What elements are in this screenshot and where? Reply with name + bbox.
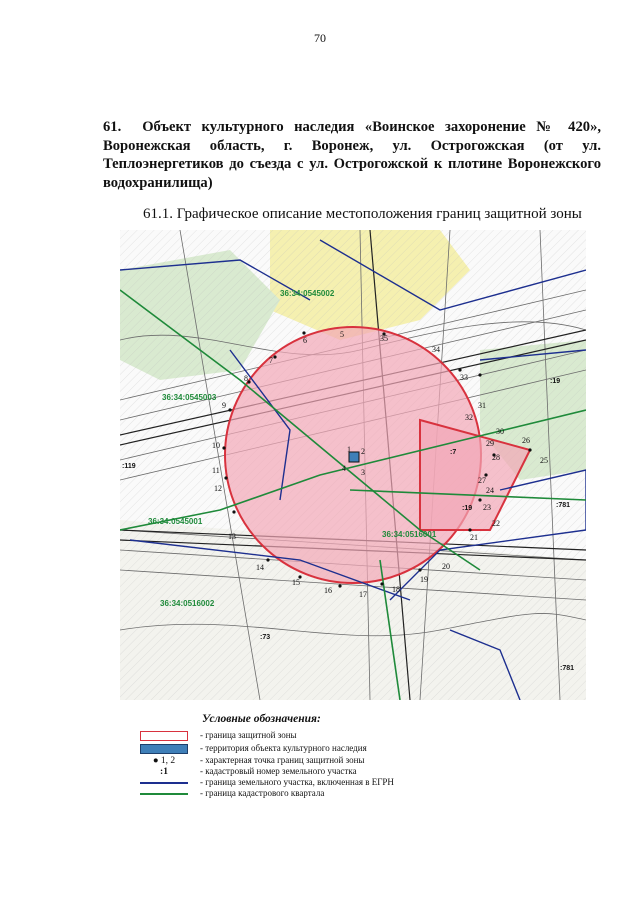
map-point-label: 7 xyxy=(269,356,273,365)
object-territory-swatch xyxy=(140,744,188,754)
parcel-label: :19 xyxy=(462,505,473,512)
parcel-label: :119 xyxy=(122,463,136,470)
map-point-label: 30 xyxy=(496,427,504,436)
map-point-label: 3 xyxy=(361,468,365,477)
section-title: 61.1. Графическое описание местоположения границ защитной зоны xyxy=(143,206,582,222)
map-point-label: 4 xyxy=(342,464,346,473)
quarter-boundary-line xyxy=(140,793,188,795)
cadastral-label: 36:34:0516001 xyxy=(382,530,437,539)
legend-item-object-territory xyxy=(140,744,480,754)
map-point-label: 29 xyxy=(486,439,494,448)
legend-title: Условные обозначения: xyxy=(202,713,321,725)
legend-item-point xyxy=(140,756,480,766)
map-point-label: 27 xyxy=(478,476,486,485)
heading-title: Объект культурного наследия «Воинское захоронение № 420», Воронежская область, г. Воронеж, ул. Острогожская (от ул. Теплоэнергетиков до съезда с ул. Острогожской к плотине Воронежского водохранилища) xyxy=(103,119,602,191)
point-symbol: ● 1, 2 xyxy=(152,756,176,766)
map-point-label: 31 xyxy=(478,401,486,410)
map-point-label: 5 xyxy=(340,330,344,339)
legend-item-cadastral-number xyxy=(140,767,480,777)
map-point-label: 6 xyxy=(303,336,307,345)
map-point-label: 22 xyxy=(492,519,500,528)
map-point-label: 12 xyxy=(214,484,222,493)
map-point-label: 21 xyxy=(470,533,478,542)
map-point-label: 2 xyxy=(361,447,365,456)
map-point-label: 14 xyxy=(256,563,264,572)
map-point-label: 11 xyxy=(212,466,220,475)
parcel-boundary-line xyxy=(140,782,188,784)
map-point-label: 1 xyxy=(347,445,351,454)
map-point-label: 9 xyxy=(222,401,226,410)
cadastral-label: 36:34:0545002 xyxy=(280,289,335,298)
legend-text: - граница кадастрового квартала xyxy=(200,788,325,798)
cadastral-number-symbol: :1 xyxy=(160,767,168,777)
map-point-label: 16 xyxy=(324,586,332,595)
map-point-label: 20 xyxy=(442,562,450,571)
map-point-label: 34 xyxy=(432,345,440,354)
page-number: 70 xyxy=(314,31,326,45)
map-point-label: 18 xyxy=(392,585,400,594)
map-canvas xyxy=(120,230,586,700)
map-point-label: 19 xyxy=(420,575,428,584)
parcel-label: :19 xyxy=(550,378,561,385)
legend-text: - граница защитной зоны xyxy=(200,730,297,740)
map-point-label: 17 xyxy=(359,590,367,599)
map-point-label: 8 xyxy=(244,374,248,383)
map-point-label: 10 xyxy=(212,441,220,450)
map-point-label: 13 xyxy=(228,532,236,541)
map-point-label: 33 xyxy=(460,373,468,382)
parcel-label: :73 xyxy=(260,634,271,641)
map-point-label: 24 xyxy=(486,486,494,495)
object-heading xyxy=(103,118,601,192)
cadastral-label: 36:34:0545003 xyxy=(162,393,217,402)
parcel-label: :781 xyxy=(556,502,571,509)
map-point-label: 35 xyxy=(380,334,388,343)
zone-boundary-swatch xyxy=(140,731,188,741)
legend-item-parcel-boundary xyxy=(140,778,480,788)
map-point-label: 25 xyxy=(540,456,548,465)
map-point-label: 23 xyxy=(483,503,491,512)
legend-text: - кадастровый номер земельного участка xyxy=(200,766,357,776)
map-point-label: 32 xyxy=(465,413,473,422)
parcel-label: :7 xyxy=(450,449,457,456)
zone-map xyxy=(120,230,586,700)
legend-item-quarter-boundary xyxy=(140,789,480,799)
legend-text: - характерная точка границ защитной зоны xyxy=(200,755,365,765)
legend-item-zone-boundary xyxy=(140,731,480,741)
map-point-label: 28 xyxy=(492,453,500,462)
cadastral-label: 36:34:0545001 xyxy=(148,517,203,526)
parcel-label: :781 xyxy=(560,665,575,672)
map-point-label: 26 xyxy=(522,436,530,445)
heading-number: 61. xyxy=(103,119,122,135)
legend-text: - граница земельного участка, включенная в ЕГРН xyxy=(200,777,394,787)
legend-text: - территория объекта культурного наследия xyxy=(200,743,367,753)
cadastral-label: 36:34:0516002 xyxy=(160,599,215,608)
map-point-label: 15 xyxy=(292,578,300,587)
